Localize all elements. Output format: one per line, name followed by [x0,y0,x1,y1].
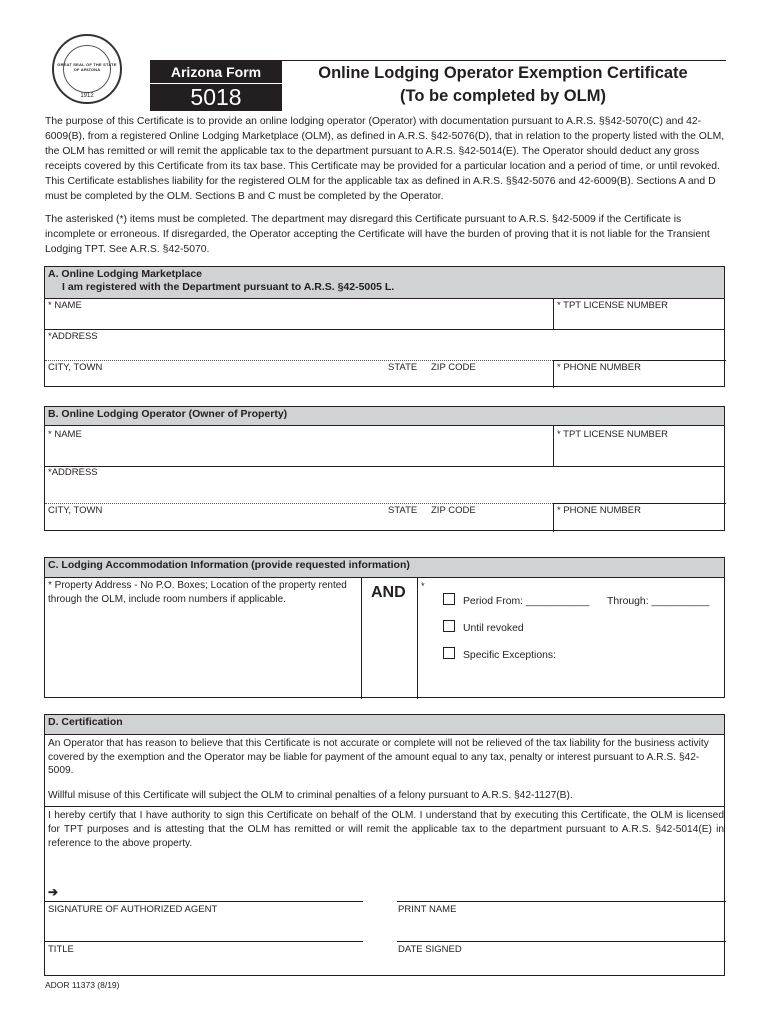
until-revoked-checkbox[interactable] [443,620,455,632]
form-label: Arizona Form [150,61,282,83]
section-d-misuse-paragraph: Willful misuse of this Certificate will subject the OLM to criminal penalties of a felony pursuant to A.R.S. §42-1127(B). [48,790,573,801]
divider [45,503,553,504]
divider [361,578,362,699]
divider [553,503,554,532]
period-from-checkbox[interactable] [443,593,455,605]
and-label: AND [371,584,406,601]
divider [45,329,724,330]
section-b-zip-label: ZIP CODE [431,505,476,516]
section-a-city-label: CITY, TOWN [48,362,103,373]
seal-year: 1912 [80,93,94,99]
form-code: ADOR 11373 (8/19) [45,980,120,990]
signature-label: SIGNATURE OF AUTHORIZED AGENT [48,904,218,915]
form-subtitle: (To be completed by OLM) [400,87,606,105]
section-d-certification [44,714,725,976]
date-signed-line[interactable] [397,941,726,942]
section-b-online-lodging-operator [44,406,725,531]
section-d-relief-paragraph: An Operator that has reason to believe that this Certificate is not accurate or complete will not be relieved of the tax liability for the business activity covered by the exemption and the Operator may be liable for payment of the amount equal to any tax, penalty or interest pursuant to A.R.S. §42-5009. [48,738,709,776]
divider [45,466,724,467]
print-name-label: PRINT NAME [398,904,457,915]
divider [553,360,726,361]
print-name-line[interactable] [397,901,726,902]
section-a-tpt-label: * TPT LICENSE NUMBER [557,300,669,311]
asterisk-note-paragraph: The asterisked (*) items must be completed. The department may disregard this Certificate pursuant to A.R.S. §42-5009 if the Certificate is incomplete or erroneous. If disregarded, the Operator accepting the Certificate will have the burden of proving that it is not liable for the Transient Lodging TPT. See A.R.S. §42-5070. [45,214,710,255]
period-from-label: Period From: ___________ [463,596,590,607]
through-label: Through: __________ [607,596,710,607]
section-a-zip-label: ZIP CODE [431,362,476,373]
section-b-title: B. Online Lodging Operator (Owner of Property) [48,408,288,420]
section-b-address-label: *ADDRESS [48,467,98,478]
title-line[interactable] [45,941,363,942]
seal-text: GREAT SEAL OF THE STATE OF ARIZONA [57,62,117,72]
section-a-phone-label: * PHONE NUMBER [557,362,641,373]
section-c-title: C. Lodging Accommodation Information (provide requested information) [48,559,410,571]
section-a-address-label: *ADDRESS [48,331,98,342]
section-a-subtitle: I am registered with the Department pursuant to A.R.S. §42-5005 L. [62,281,395,293]
section-a-state-label: STATE [388,362,418,373]
section-a-header [45,267,724,299]
title-label: TITLE [48,944,74,955]
section-b-header [45,407,724,426]
arizona-state-seal [52,34,122,104]
section-a-online-lodging-marketplace [44,266,725,387]
section-c-property-label: * Property Address - No P.O. Boxes; Location of the property rented through the OLM, include room numbers if applicable. [48,580,347,605]
divider [553,426,554,467]
section-c-lodging-accommodation [44,557,725,698]
divider [417,578,418,699]
form-number: 5018 [150,84,282,111]
section-d-header [45,715,724,735]
section-b-city-label: CITY, TOWN [48,505,103,516]
section-a-name-label: * NAME [48,300,82,311]
purpose-paragraph: The purpose of this Certificate is to provide an online lodging operator (Operator) with documentation pursuant to A.R.S. §§42-5070(C) and 42-6009(B), from a registered Online Lodging Marketplace (OLM), as defined in A.R.S. §42-5076(D), that in relation to the property listed with the OLM, the OLM has remitted or will remit the applicable tax to the department pursuant to A.R.S. §42-5014(E). The Operator should deduct any gross receipts covered by this Certificate from its tax base. This Certificate may be provided for a particular location and a period of time, or until revoked. This Certificate establishes liability for the registered OLM for the applicable tax as defined in A.R.S. §§42-5076 and 42-6009(B). Sections A and D must be completed by the OLM. Sections B and C must be completed by the Operator. [45,116,725,202]
section-a-title: A. Online Lodging Marketplace [48,268,203,280]
divider [45,806,724,807]
section-b-name-label: * NAME [48,429,82,440]
section-b-phone-label: * PHONE NUMBER [557,505,641,516]
specific-exceptions-label: Specific Exceptions: [463,650,556,661]
divider [553,503,726,504]
arrow-icon: ➔ [48,885,59,899]
specific-exceptions-checkbox[interactable] [443,647,455,659]
section-d-title: D. Certification [48,716,123,728]
divider [553,360,554,388]
form-title: Online Lodging Operator Exemption Certificate [318,64,688,82]
divider [553,299,554,330]
date-signed-label: DATE SIGNED [398,944,462,955]
section-b-tpt-label: * TPT LICENSE NUMBER [557,429,669,440]
section-c-header [45,558,724,578]
section-d-certify-paragraph: I hereby certify that I have authority to sign this Certificate on behalf of the OLM. I understand that by executing this Certificate, the OLM is licensed for TPT purposes and is attesting that the OLM has remitted or will remit the applicable tax to the department pursuant to A.R.S. §42-5014(E) in reference to the above property. [48,810,724,849]
until-revoked-label: Until revoked [463,623,524,634]
signature-line[interactable] [45,901,363,902]
section-b-state-label: STATE [388,505,418,516]
divider [45,360,553,361]
section-c-asterisk: * [421,581,425,592]
